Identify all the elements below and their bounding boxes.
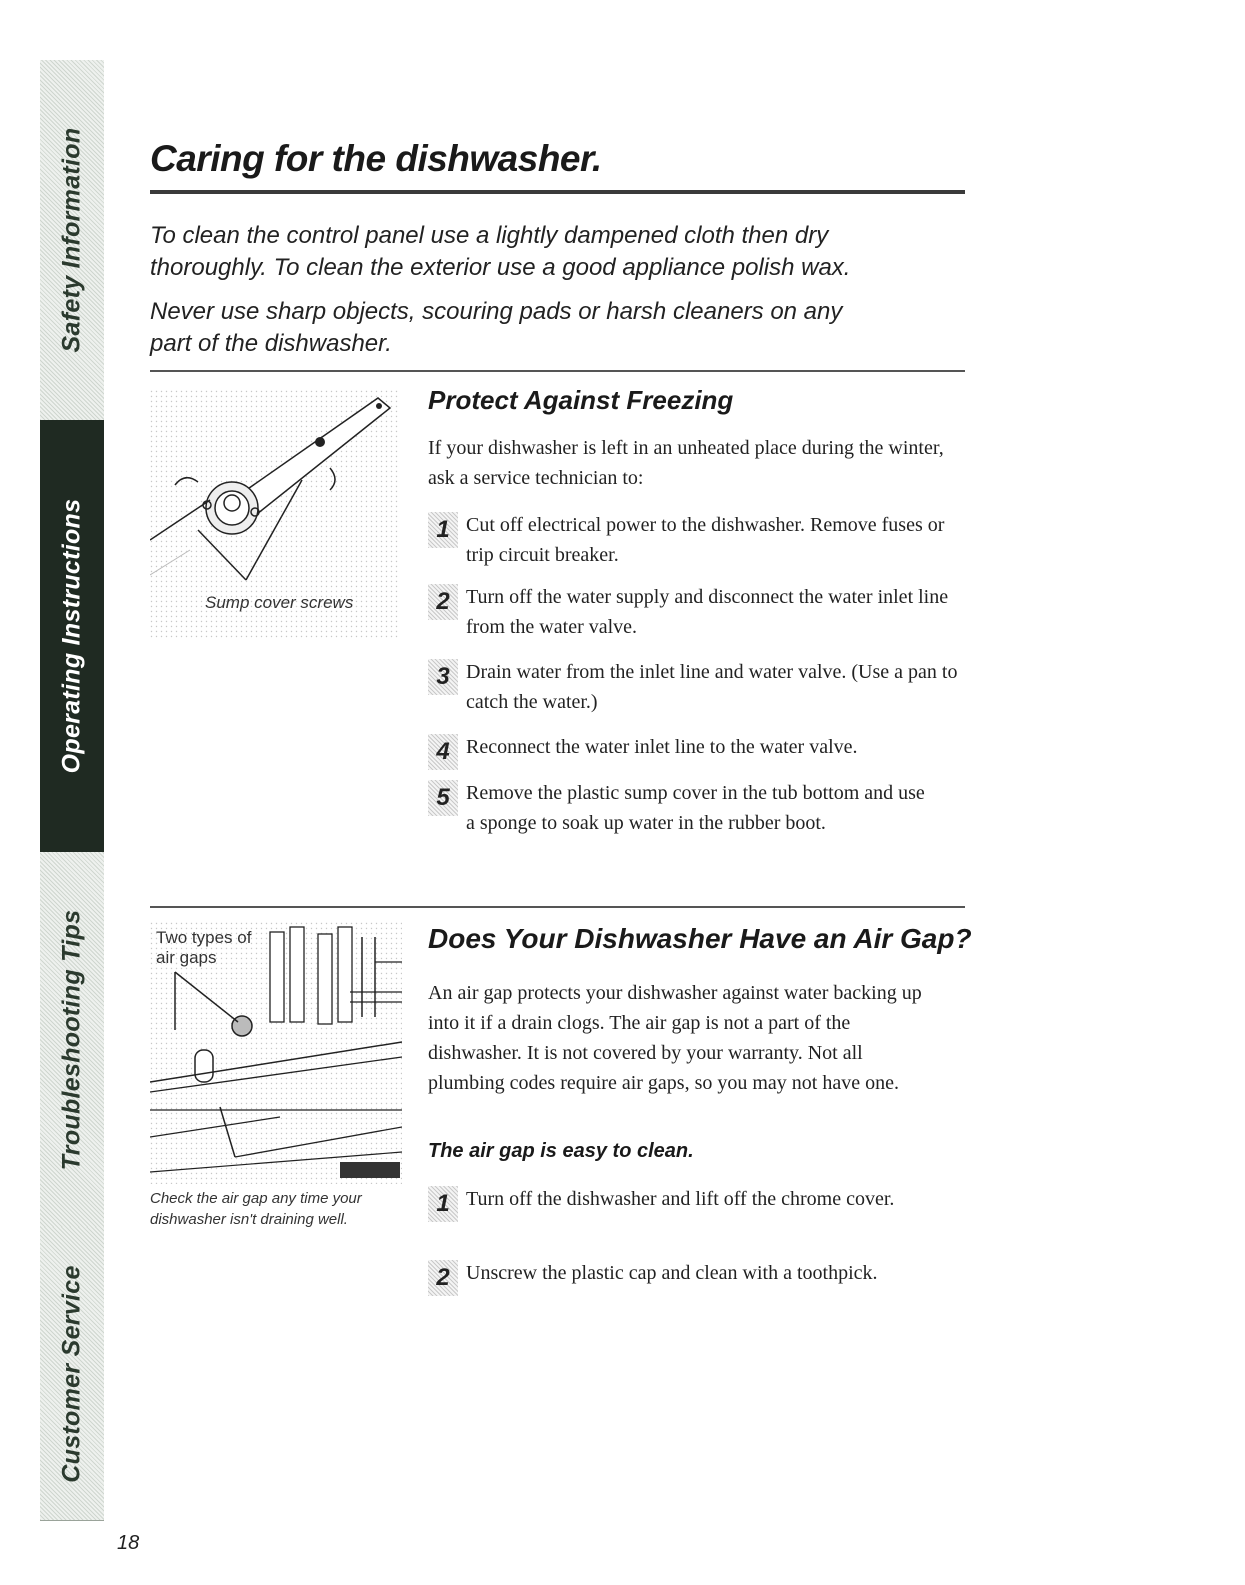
step-text: Turn off the dishwasher and lift off the chrome cover. — [466, 1188, 895, 1210]
title-rule — [150, 190, 965, 194]
air-gap-subheading: The air gap is easy to clean. — [428, 1140, 694, 1162]
tab-label: Safety Information — [57, 127, 86, 353]
tab-customer-service[interactable] — [40, 1227, 104, 1521]
freezing-heading: Protect Against Freezing — [428, 385, 734, 415]
sump-figure — [150, 390, 400, 640]
tab-operating-instructions[interactable] — [40, 420, 104, 853]
tab-label: Operating Instructions — [57, 498, 86, 774]
tab-troubleshooting-tips[interactable] — [40, 852, 104, 1228]
step-text: Remove the plastic sump cover in the tub bottom and use a sponge to soak up water in the rubber boot. — [466, 782, 925, 834]
step-text: Cut off electrical power to the dishwasher. Remove fuses or trip circuit breaker. — [466, 514, 945, 566]
step-text: Unscrew the plastic cap and clean with a toothpick. — [466, 1262, 878, 1284]
intro-paragraph-warning: Never use sharp objects, scouring pads or harsh cleaners on any part of the dishwasher. — [150, 298, 843, 357]
step-number: 4 — [428, 734, 458, 770]
step-number: 2 — [428, 1260, 458, 1296]
section-divider — [150, 370, 965, 372]
side-tabs — [40, 60, 104, 1520]
step-text: Reconnect the water inlet line to the water valve. — [466, 736, 858, 758]
step-number: 3 — [428, 659, 458, 695]
intro-paragraph-cleaning: To clean the control panel use a lightly dampened cloth then dry thoroughly. To clean the exterior use a good appliance polish wax. — [150, 222, 851, 281]
step-number: 1 — [428, 1186, 458, 1222]
step-number: 2 — [428, 584, 458, 620]
tab-label: Customer Service — [57, 1264, 86, 1483]
air-gap-body: An air gap protects your dishwasher against water backing up into it if a drain clogs. The air gap is not a part of the dishwasher. It is not covered by your warranty. Not all plumbing codes require air gaps, so you may not have one. — [428, 982, 922, 1094]
air-gap-figure-label: Two types of air gaps — [156, 928, 252, 967]
freezing-intro: If your dishwasher is left in an unheated place during the winter, ask a service technician to: — [428, 437, 944, 489]
step-number: 5 — [428, 780, 458, 816]
air-gap-heading: Does Your Dishwasher Have an Air Gap? — [428, 923, 972, 954]
sump-figure-caption: Sump cover screws — [205, 593, 354, 612]
step-text: Turn off the water supply and disconnect the water inlet line from the water valve. — [466, 586, 949, 638]
tab-label: Troubleshooting Tips — [57, 909, 86, 1170]
air-gap-figure — [150, 922, 402, 1184]
page-number: 18 — [117, 1532, 140, 1554]
page-title: Caring for the dishwasher. — [150, 138, 602, 179]
step-number: 1 — [428, 512, 458, 548]
tab-safety-information[interactable] — [40, 60, 104, 421]
step-text: Drain water from the inlet line and water valve. (Use a pan to catch the water.) — [466, 661, 958, 713]
air-gap-figure-caption: Check the air gap any time your dishwasher isn't draining well. — [150, 1190, 362, 1228]
section-divider — [150, 906, 965, 908]
